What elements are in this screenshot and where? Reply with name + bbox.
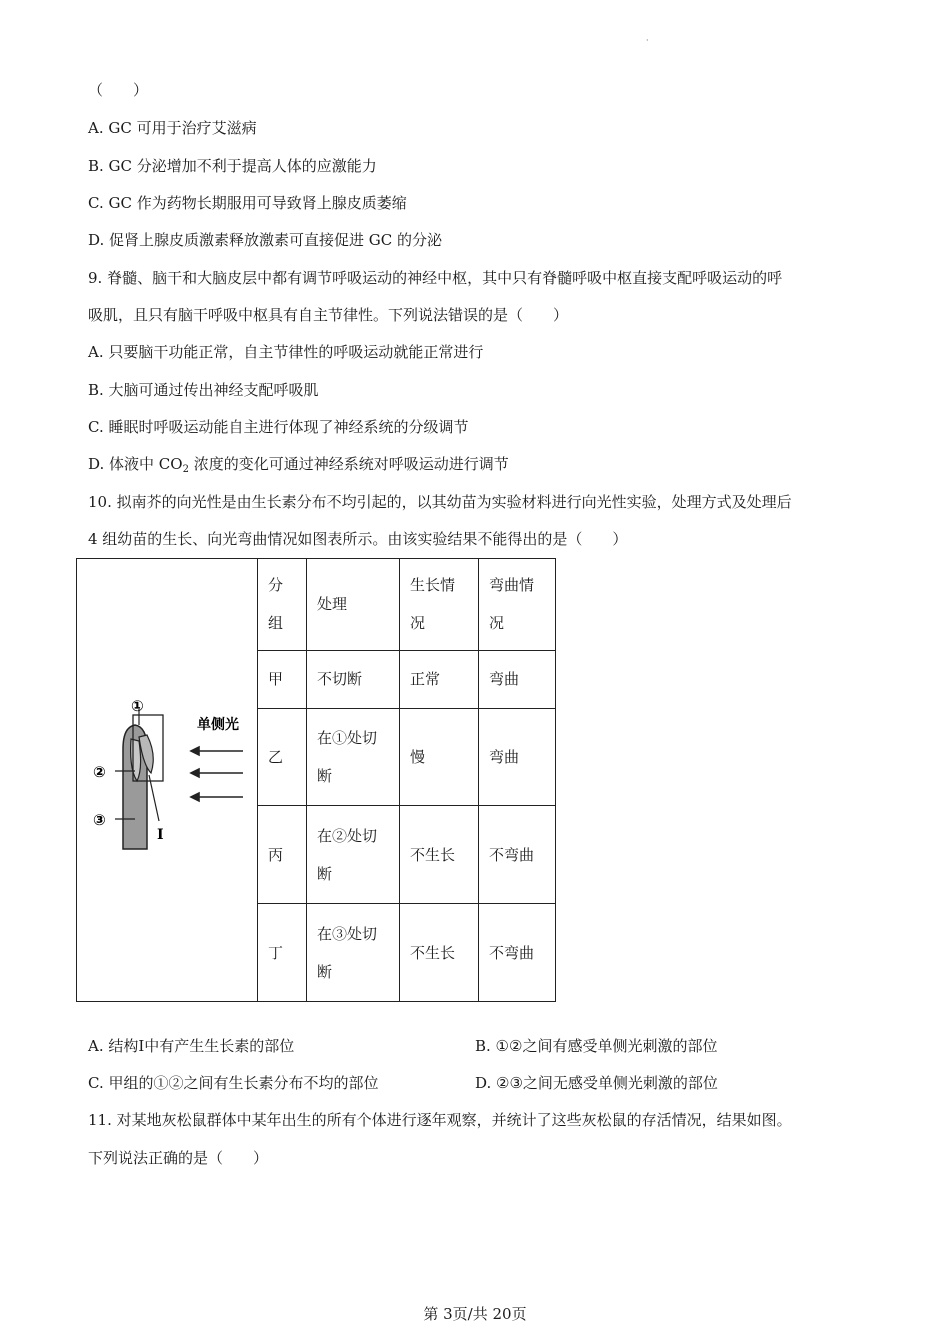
q8-option-a: A. GC 可用于治疗艾滋病 xyxy=(88,119,257,137)
mark-1: ① xyxy=(131,697,144,715)
q9-option-d: D. 体液中 $CO_2$ 浓度的变化可通过神经系统对呼吸运动进行调节 xyxy=(88,455,509,475)
q10-option-c: C. 甲组的①②之间有生长素分布不均的部位 xyxy=(88,1074,379,1092)
q9-option-a: A. 只要脑干功能正常，自主节律性的呼吸运动就能正常进行 xyxy=(88,343,484,361)
cell-treatment: 在②处切断 xyxy=(307,806,400,904)
light-arrows xyxy=(191,747,243,801)
cell-group: 丙 xyxy=(258,806,307,904)
q11-stem-line2: 下列说法正确的是（ ） xyxy=(88,1149,269,1167)
q9-stem-line1: 9. 脊髓、脑干和大脑皮层中都有调节呼吸运动的神经中枢，其中只有脊髓呼吸中枢直接支配呼吸运动的呼 xyxy=(88,269,783,287)
cell-bending: 弯曲 xyxy=(479,708,556,806)
seedling-diagram xyxy=(77,559,257,987)
header-bending: 弯曲情况 xyxy=(479,559,556,651)
cell-bending: 弯曲 xyxy=(479,650,556,708)
q10-option-d: D. ②③之间无感受单侧光刺激的部位 xyxy=(475,1074,718,1092)
q10-table xyxy=(76,558,556,1002)
header-group: 分组 xyxy=(258,559,307,651)
cell-group: 乙 xyxy=(258,708,307,806)
q10-stem-line1: 10. 拟南芥的向光性是由生长素分布不均引起的，以其幼苗为实验材料进行向光性实验，处理方式及处理后 xyxy=(88,493,792,511)
mark-2: ② xyxy=(93,763,106,781)
cell-group: 丁 xyxy=(258,904,307,1002)
q8-option-b: B. GC 分泌增加不利于提高人体的应激能力 xyxy=(88,157,377,175)
table-header-row xyxy=(77,559,556,651)
mark-I: I xyxy=(157,827,164,843)
q9-stem-line2: 吸肌，且只有脑干呼吸中枢具有自主节律性。下列说法错误的是（ ） xyxy=(88,306,569,324)
header-dot: · xyxy=(646,36,649,45)
cell-treatment: 不切断 xyxy=(307,650,400,708)
q11-stem-line1: 11. 对某地灰松鼠群体中某年出生的所有个体进行逐年观察，并统计了这些灰松鼠的存活情况，结果如图。 xyxy=(88,1111,792,1129)
q10-option-a: A. 结构I中有产生生长素的部位 xyxy=(88,1037,295,1055)
q9-option-b: B. 大脑可通过传出神经支配呼吸肌 xyxy=(88,381,319,399)
q8-option-d: D. 促肾上腺皮质激素释放激素可直接促进 GC 的分泌 xyxy=(88,231,443,249)
cell-treatment: 在③处切断 xyxy=(307,904,400,1002)
q10-option-b: B. ①②之间有感受单侧光刺激的部位 xyxy=(475,1037,718,1055)
cell-growth: 不生长 xyxy=(400,904,479,1002)
cell-growth: 不生长 xyxy=(400,806,479,904)
cell-bending: 不弯曲 xyxy=(479,904,556,1002)
light-label: 单侧光 xyxy=(197,717,239,733)
q8-option-c: C. GC 作为药物长期服用可导致肾上腺皮质萎缩 xyxy=(88,194,407,212)
q9-option-c: C. 睡眠时呼吸运动能自主进行体现了神经系统的分级调节 xyxy=(88,418,469,436)
header-treatment: 处理 xyxy=(307,559,400,651)
cell-growth: 正常 xyxy=(400,650,479,708)
page-footer: 第 3页/共 20页 xyxy=(423,1305,527,1323)
cell-growth: 慢 xyxy=(400,708,479,806)
q8-bracket: （ ） xyxy=(88,81,149,99)
cell-bending: 不弯曲 xyxy=(479,806,556,904)
seedling-figure-cell xyxy=(77,559,258,1002)
q10-stem-line2: 4 组幼苗的生长、向光弯曲情况如图表所示。由该实验结果不能得出的是（ ） xyxy=(88,530,628,548)
cell-group: 甲 xyxy=(258,650,307,708)
mark-3: ③ xyxy=(93,811,106,829)
cell-treatment: 在①处切断 xyxy=(307,708,400,806)
header-growth: 生长情况 xyxy=(400,559,479,651)
